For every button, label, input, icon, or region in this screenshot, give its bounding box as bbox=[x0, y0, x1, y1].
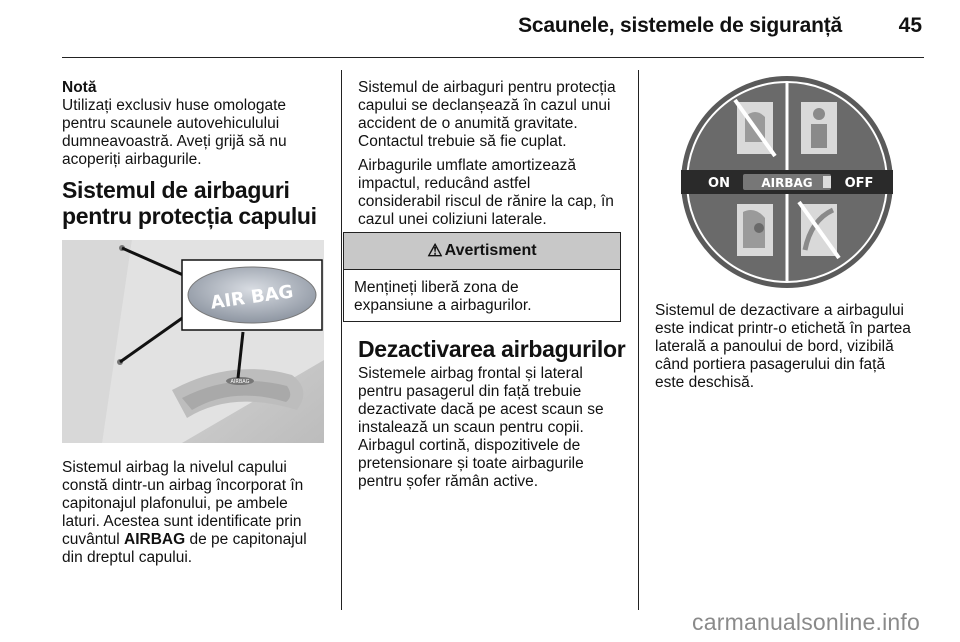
child-seat-airbag-off-icon bbox=[799, 202, 839, 258]
airbag-deactivation-label bbox=[655, 72, 920, 292]
warning-title: Avertisment bbox=[444, 242, 537, 259]
seat-airbag-on-icon bbox=[735, 100, 775, 156]
column-left bbox=[62, 79, 332, 229]
airbag-emblem-label: AIR BAG bbox=[209, 281, 295, 314]
label-off: OFF bbox=[844, 176, 874, 191]
lock-icon bbox=[823, 176, 831, 188]
warning-box bbox=[343, 232, 621, 322]
label-airbag: AIRBAG bbox=[761, 176, 813, 190]
head-airbag-figure bbox=[62, 240, 324, 443]
note-body: Utilizați exclusiv huse omologate pentru scaunele autovehiculului dumneavoastră. Aveți grijă să nu acoperiți airbagurile. bbox=[62, 97, 287, 168]
watermark: carmanualsonline.info bbox=[692, 609, 920, 635]
section-heading-deactivation: Dezactivarea airbagurilor bbox=[358, 336, 626, 362]
note-block bbox=[62, 79, 332, 169]
warning-header bbox=[344, 233, 620, 270]
airbag-small-label: AIRBAG bbox=[230, 379, 250, 385]
paragraph: Sistemul de dezactivare a airbagului este indicat printr-o etichetă în partea laterală a panoului de bord, vizibilă când portiera pasagerului din față este deschisă. bbox=[655, 302, 911, 391]
paragraph: Sistemul de airbaguri pentru protecția capului se declanșează în cazul unui accident de o anumită gravitate. Contactul trebuie să fie cuplat. bbox=[358, 79, 616, 150]
warning-text: Mențineți liberă zona de expansiune a airbagurilor. bbox=[354, 279, 532, 314]
note-title: Notă bbox=[62, 79, 97, 96]
column-divider bbox=[638, 70, 639, 610]
column-middle bbox=[358, 79, 630, 235]
column-middle-lower bbox=[358, 336, 630, 497]
column-divider bbox=[341, 70, 342, 610]
section-heading-head-airbags: Sistemul de airbaguri pentru protecția capului bbox=[62, 177, 317, 229]
airbag-keyword: AIRBAG bbox=[124, 531, 186, 548]
child-seat-icon bbox=[737, 204, 773, 256]
warning-triangle-icon: ⚠ bbox=[427, 241, 443, 260]
section-title: Scaunele, sistemele de siguranță bbox=[518, 14, 842, 37]
head-airbag-caption: Sistemul airbag la nivelul capului constă dintr-un airbag încorporat în capitonajul plafonului, pe ambele laturi. Acestea sunt identificate prin cuvântul AIRBAG de pe capitonajul din dreptul capului. bbox=[62, 459, 307, 566]
deactivation-caption bbox=[655, 302, 925, 398]
label-on: ON bbox=[708, 176, 730, 191]
paragraph: Sistemele airbag frontal și lateral pentru pasagerul din față trebuie dezactivate dacă pe acest scaun se instalează un scaun pentru copii. Airbagul cortină, dispozitivele de pretensionare și toate airbagurile pentru șofer rămân active. bbox=[358, 365, 604, 490]
page-number: 45 bbox=[898, 14, 922, 37]
header-rule bbox=[62, 57, 924, 58]
paragraph: Airbagurile umflate amortizează impactul, reducând astfel considerabil riscul de rănire la cap, în cazul unei coliziuni laterale. bbox=[358, 157, 614, 228]
seat-person-icon bbox=[801, 102, 837, 154]
